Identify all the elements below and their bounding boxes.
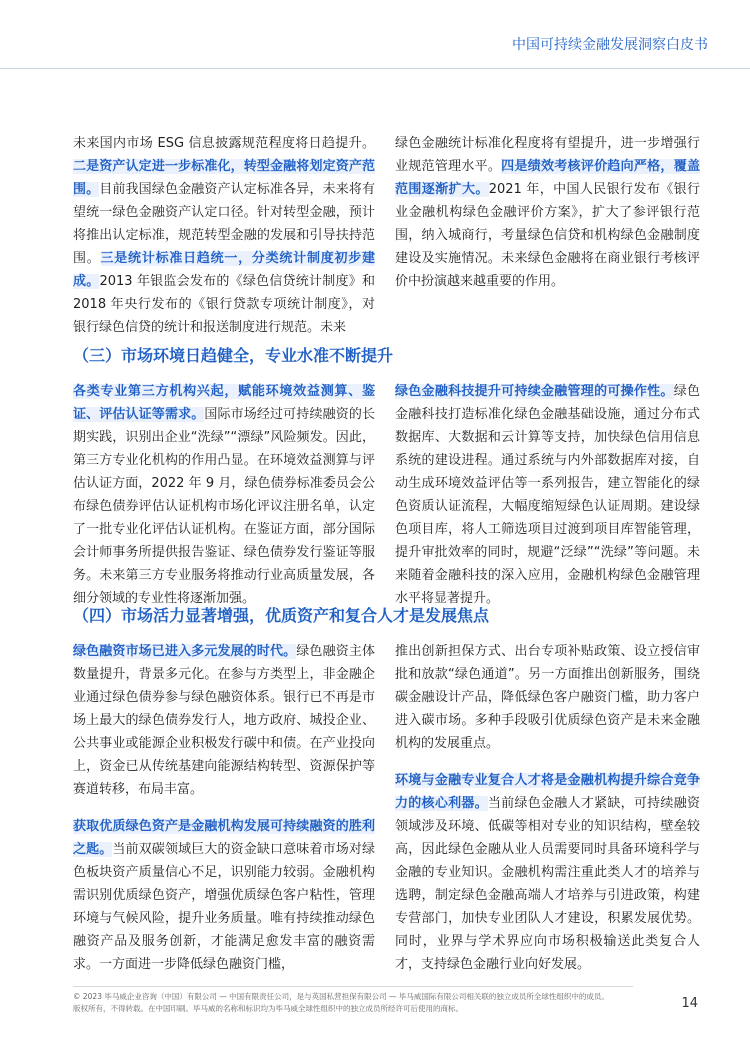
- paragraph: [73, 380, 375, 610]
- section4-left-column: [73, 640, 375, 976]
- body-text: 绿色金融科技打造标准化绿色金融基础设施，通过分布式数据库、大数据和云计算等支持，加快绿色信用信息系统的建设进程。通过系统与内外部数据库对接，自动生成环境效益评估等一系列报告，建立智能化的绿色资质认证流程，大幅度缩短绿色认证周期。建设绿色项目库，将人工筛选项目过渡到项目库智能管理，提升审批效率的同时，规避“泛绿”“洗绿”等问题。未来随着金融科技的深入应用，金融机构绿色金融管理水平将显著提升。: [395, 384, 700, 606]
- section-heading-3: （三）市场环境日趋健全，专业水准不断提升: [73, 346, 394, 365]
- body-text: 当前绿色金融人才紧缺，可持续融资领域涉及环境、低碳等相对专业的知识结构，壁垒较高，因此绿色金融从业人员需要同时具备环境科学与金融的专业知识。金融机构需注重此类人才的培养与选聘，制定绿色金融高端人才培养与引进政策，构建专营部门，加快专业团队人才建设，积累发展优势。同时，业界与学术界应向市场积极输送此类复合人才，支持绿色金融行业向好发展。: [395, 796, 700, 972]
- copyright-line-1: © 2023 毕马威企业咨询（中国）有限公司 — 中国有限责任公司，是与英国私营担保有限公司 — 毕马威国际有限公司相关联的独立成员所全球性组织中的成员。: [73, 992, 609, 1001]
- body-text: 当前双碳领域巨大的资金缺口意味着市场对绿色板块资产质量信心不足，识别能力较弱。金融机构需识别优质绿色资产，增强优质绿色客户粘性，管理环境与气候风险，提升业务质量。唯有持续推动绿色融资产品及服务创新，才能满足愈发丰富的融资需求。一方面进一步降低绿色融资门槛，: [73, 842, 375, 972]
- block1-right-column: [395, 132, 700, 293]
- body-text: 推出创新担保方式、出台专项补贴政策、设立授信审批和放款“绿色通道”。另一方面推出创新服务，围绕碳金融设计产品，降低绿色客户融资门槛，助力客户进入碳市场。多种手段吸引优质绿色资产是未来金融机构的发展重点。: [395, 644, 700, 751]
- highlighted-lead-text: 绿色融资市场已进入多元发展的时代。: [73, 644, 297, 659]
- paragraph: [73, 815, 375, 976]
- body-text: 2013 年银监会发布的《绿色信贷统计制度》和 2018 年央行发布的《银行贷款专项统计制度》，对银行绿色信贷的统计和报送制度进行规范。未来: [73, 274, 375, 335]
- paragraph: [73, 132, 375, 339]
- paragraph: [395, 132, 700, 293]
- paragraph: [73, 640, 375, 801]
- highlighted-lead-text: 获取优质绿色资产是金融机构发展可持续融资的胜利之匙。: [73, 819, 375, 857]
- section4-right-column: [395, 640, 700, 976]
- body-text: 未来国内市场 ESG 信息披露规范程度将日趋提升。: [73, 136, 375, 151]
- copyright-notice: [73, 991, 613, 1015]
- section3-right-column: [395, 380, 700, 610]
- paragraph: [395, 380, 700, 610]
- section-heading-4: （四）市场活力显著增强，优质资产和复合人才是发展焦点: [73, 606, 490, 625]
- body-text: 2021 年，中国人民银行发布《银行业金融机构绿色金融评价方案》，扩大了参评银行范围，纳入城商行，考量绿色信贷和机构绿色金融制度建设及实施情况。未来绿色金融将在商业银行考核评价中扮演越来越重要的作用。: [395, 182, 700, 289]
- header-divider: [0, 68, 750, 69]
- body-text: 绿色融资主体数量提升，背景多元化。在参与方类型上，非金融企业通过绿色债券参与绿色融资体系。银行已不再是市场上最大的绿色债券发行人，地方政府、城投企业、公共事业或能源企业积极发行碳中和债。在产业投向上，资金已从传统基建向能源结构转型、资源保护等赛道转移，布局丰富。: [73, 644, 375, 797]
- paragraph: [395, 640, 700, 755]
- highlighted-lead-text: 各类专业第三方机构兴起，赋能环境效益测算、鉴证、评估认证等需求。: [73, 384, 375, 422]
- highlighted-lead-text: 环境与金融专业复合人才将是金融机构提升综合竞争力的核心利器。: [395, 773, 700, 811]
- highlighted-lead-text: 三是统计标准日趋统一，分类统计制度初步建成。: [73, 251, 375, 289]
- section3-left-column: [73, 380, 375, 610]
- paragraph: [395, 769, 700, 976]
- highlighted-lead-text: 绿色金融科技提升可持续金融管理的可操作性。: [395, 384, 674, 399]
- highlighted-lead-text: 四是绩效考核评价趋向严格，覆盖范围逐渐扩大。: [395, 159, 700, 197]
- document-title: 中国可持续金融发展洞察白皮书: [512, 37, 708, 53]
- body-text: 国际市场经过可持续融资的长期实践，识别出企业“洗绿”“漂绿”风险频发。因此，第三方专业化机构的作用凸显。在环境效益测算与评估认证方面，2022 年 9 月，绿色债券标准委员会公布绿色债券评估认证机构市场化评议注册名单，认定了一批专业化评估认证机构。在鉴证方面，部分国际会计师事务所提供报告鉴证、绿色债券发行鉴证等服务。未来第三方专业服务将推动行业高质量发展，各细分领域的专业性将逐渐加强。: [73, 407, 375, 606]
- page-number: 14: [681, 996, 698, 1011]
- body-text: 绿色金融统计标准化程度将有望提升，进一步增强行业规范管理水平。: [395, 136, 700, 174]
- copyright-line-2: 版权所有，不得转载。在中国印刷。毕马威的名称和标识均为毕马威全球性组织中的独立成员所经许可后使用的商标。: [73, 1004, 463, 1013]
- body-text: 目前我国绿色金融资产认定标准各异，未来将有望统一绿色金融资产认定口径。针对转型金融，预计将推出认定标准，规范转型金融的发展和引导扶持范围。: [73, 182, 375, 266]
- highlighted-lead-text: 二是资产认定进一步标准化，转型金融将划定资产范围。: [73, 159, 375, 197]
- block1-left-column: [73, 132, 375, 339]
- footer-divider: [73, 986, 633, 987]
